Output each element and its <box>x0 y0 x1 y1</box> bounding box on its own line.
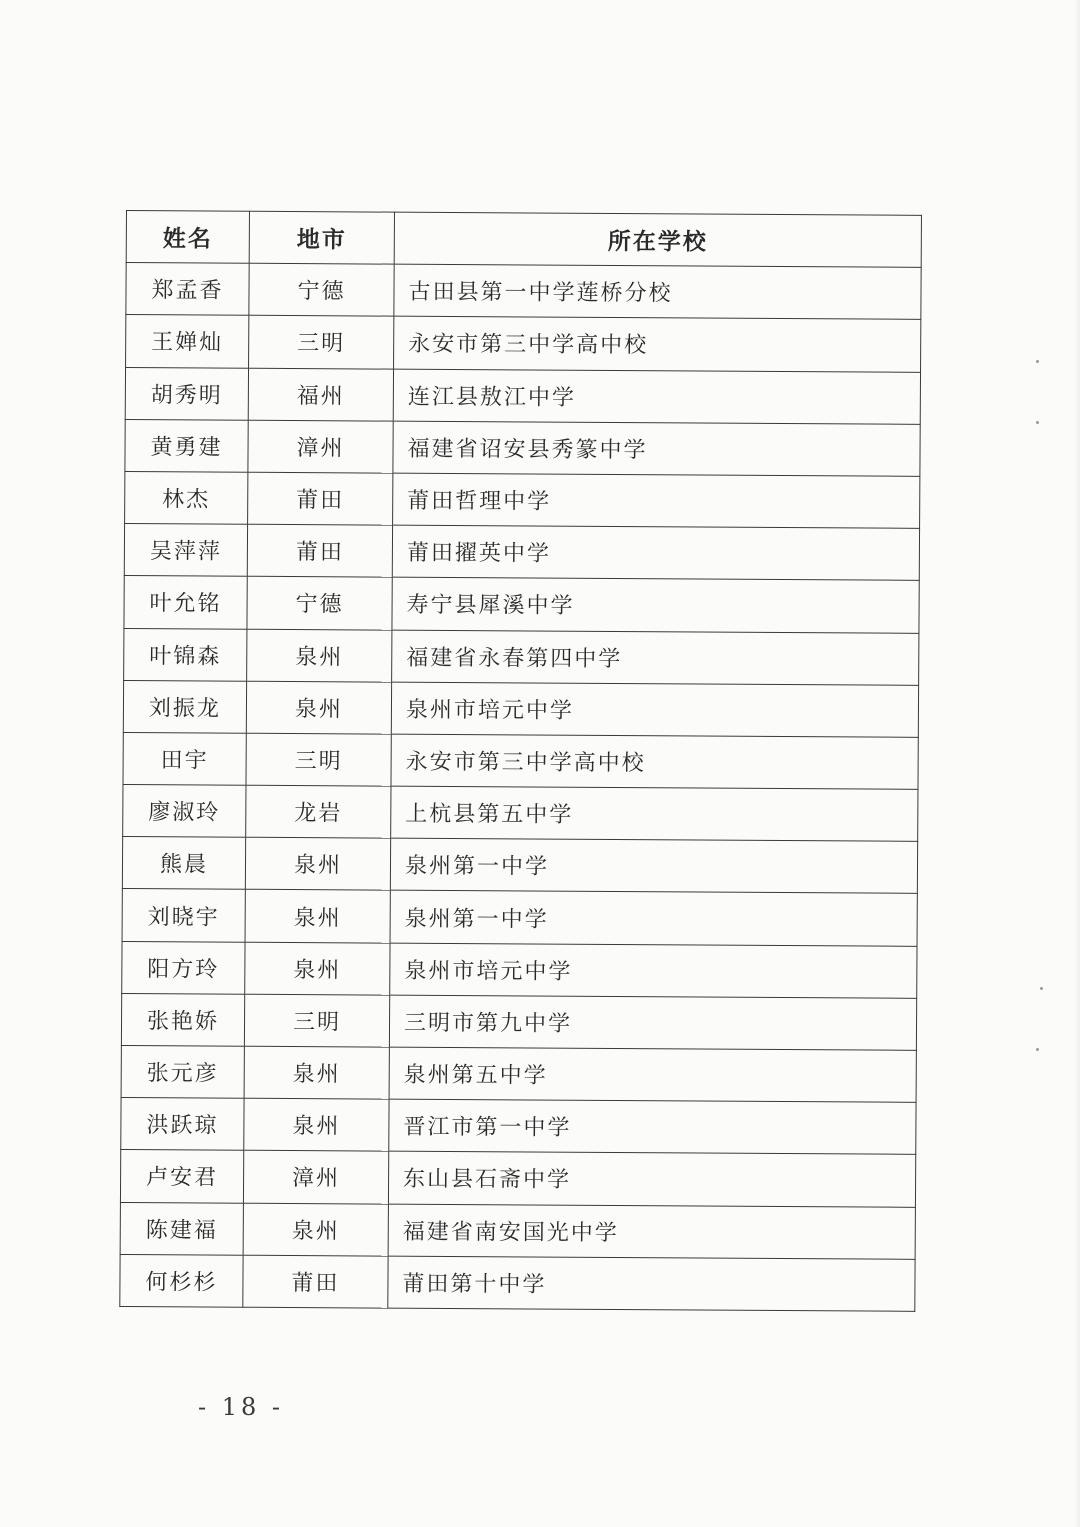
table-header-row <box>126 211 921 268</box>
table-row <box>124 628 919 685</box>
table-row <box>122 889 917 946</box>
cell-name: 叶允铭 <box>124 576 247 629</box>
cell-name: 田宇 <box>123 732 246 785</box>
cell-school: 福建省永春第四中学 <box>392 630 919 685</box>
table-row <box>123 732 918 789</box>
cell-school: 泉州第一中学 <box>390 891 917 946</box>
cell-city: 莆田 <box>247 524 392 577</box>
cell-school: 永安市第三中学高中校 <box>391 734 918 789</box>
table-row <box>121 1098 916 1155</box>
table-row <box>122 837 917 894</box>
cell-name: 张艳娇 <box>121 993 244 1046</box>
table-row <box>121 1045 916 1102</box>
cell-name: 吴萍萍 <box>124 524 247 577</box>
cell-name: 胡秀明 <box>125 367 248 420</box>
table-row <box>125 471 920 528</box>
cell-city: 泉州 <box>243 1203 388 1256</box>
table-row <box>126 263 921 320</box>
scan-speck <box>1040 987 1043 990</box>
cell-city: 三明 <box>244 994 389 1047</box>
table-row <box>120 1150 915 1207</box>
cell-school: 东山县石斋中学 <box>388 1151 915 1206</box>
cell-name: 洪跃琼 <box>121 1098 244 1151</box>
cell-city: 泉州 <box>245 890 390 943</box>
cell-city: 泉州 <box>246 681 391 734</box>
cell-city: 三明 <box>246 733 391 786</box>
header-city: 地市 <box>249 211 394 264</box>
cell-school: 泉州市培元中学 <box>391 682 918 737</box>
cell-name: 卢安君 <box>120 1150 243 1203</box>
cell-city: 泉州 <box>245 837 390 890</box>
cell-school: 上杭县第五中学 <box>391 786 918 841</box>
cell-school: 莆田擢英中学 <box>392 525 919 580</box>
cell-school: 晋江市第一中学 <box>389 1099 916 1154</box>
scan-speck <box>1036 421 1039 424</box>
cell-school: 三明市第九中学 <box>389 995 916 1050</box>
table-row <box>124 576 919 633</box>
table-row <box>123 680 918 737</box>
table-row <box>125 419 920 476</box>
header-school: 所在学校 <box>394 212 921 267</box>
cell-city: 莆田 <box>243 1255 388 1308</box>
cell-city: 漳州 <box>248 420 393 473</box>
table-row <box>121 993 916 1050</box>
table-row <box>122 941 917 998</box>
cell-city: 宁德 <box>247 577 392 630</box>
header-name: 姓名 <box>126 211 249 264</box>
cell-school: 泉州第一中学 <box>390 838 917 893</box>
cell-city: 泉州 <box>244 1046 389 1099</box>
cell-name: 熊晨 <box>122 837 245 890</box>
cell-school: 泉州第五中学 <box>389 1047 916 1102</box>
cell-school: 泉州市培元中学 <box>390 943 917 998</box>
cell-school: 莆田第十中学 <box>388 1256 915 1311</box>
scan-speck <box>1036 1048 1039 1051</box>
cell-school: 寿宁县犀溪中学 <box>392 577 919 632</box>
cell-school: 福建省诏安县秀篆中学 <box>393 421 920 476</box>
cell-name: 黄勇建 <box>125 419 248 472</box>
cell-name: 叶锦森 <box>124 628 247 681</box>
cell-name: 刘振龙 <box>123 680 246 733</box>
cell-city: 泉州 <box>247 629 392 682</box>
cell-city: 莆田 <box>248 472 393 525</box>
cell-name: 郑孟香 <box>126 263 249 316</box>
cell-city: 泉州 <box>245 942 390 995</box>
cell-name: 张元彦 <box>121 1045 244 1098</box>
cell-city: 宁德 <box>249 263 394 316</box>
cell-school: 福建省南安国光中学 <box>388 1204 915 1259</box>
scan-speck <box>1036 360 1039 363</box>
table-row <box>124 524 919 581</box>
cell-city: 三明 <box>249 316 394 369</box>
cell-name: 何杉杉 <box>120 1254 243 1307</box>
cell-name: 刘晓宇 <box>122 889 245 942</box>
cell-name: 王婵灿 <box>126 315 249 368</box>
table-row <box>123 785 918 842</box>
cell-name: 阳方玲 <box>122 941 245 994</box>
cell-school: 古田县第一中学莲桥分校 <box>394 264 921 319</box>
page-edge-shadow <box>1074 0 1080 1527</box>
cell-name: 林杰 <box>125 471 248 524</box>
table-row <box>120 1202 915 1259</box>
cell-name: 陈建福 <box>120 1202 243 1255</box>
cell-city: 福州 <box>248 368 393 421</box>
cell-school: 永安市第三中学高中校 <box>394 317 921 372</box>
cell-name: 廖淑玲 <box>123 785 246 838</box>
roster-table <box>119 210 922 1312</box>
cell-city: 泉州 <box>244 1098 389 1151</box>
table-row <box>125 367 920 424</box>
page-number: - 18 - <box>197 1393 284 1421</box>
cell-city: 漳州 <box>243 1151 388 1204</box>
table-row <box>126 315 921 372</box>
cell-school: 莆田哲理中学 <box>393 473 920 528</box>
cell-city: 龙岩 <box>246 785 391 838</box>
table-row <box>120 1254 915 1311</box>
cell-school: 连江县敖江中学 <box>393 369 920 424</box>
